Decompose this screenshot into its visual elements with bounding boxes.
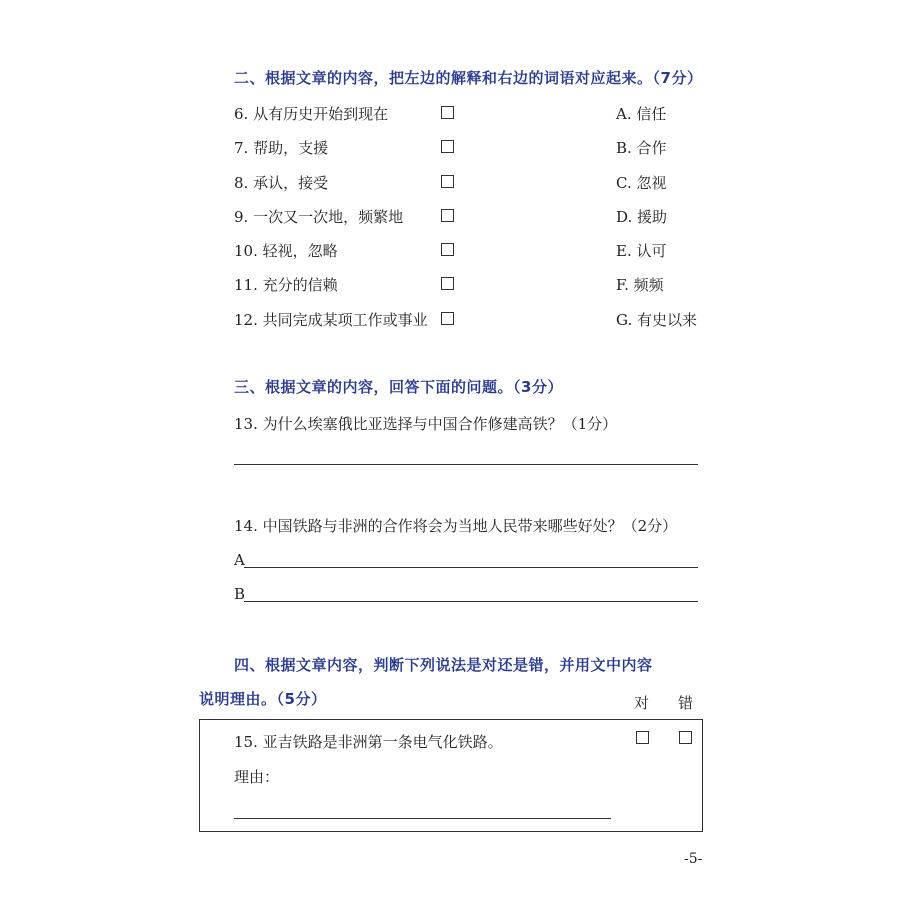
match-answer-box-7[interactable] bbox=[441, 140, 454, 153]
match-left-6: 6. 从有历史开始到现在 bbox=[234, 105, 389, 123]
column-false-label: 错 bbox=[678, 694, 694, 712]
reason-answer-line[interactable] bbox=[234, 818, 611, 819]
page-number: -5- bbox=[684, 851, 703, 867]
match-right-b: B. 合作 bbox=[616, 139, 667, 157]
section2-heading: 二、根据文章的内容，把左边的解释和右边的词语对应起来。（7分） bbox=[234, 69, 703, 87]
match-answer-box-9[interactable] bbox=[441, 209, 454, 222]
section4-heading-line1: 四、根据文章内容，判断下列说法是对还是错，并用文中内容 bbox=[234, 656, 653, 674]
match-right-c: C. 忽视 bbox=[616, 174, 667, 192]
match-left-8: 8. 承认，接受 bbox=[234, 174, 329, 192]
match-right-d: D. 援助 bbox=[616, 208, 668, 226]
question-15: 15. 亚吉铁路是非洲第一条电气化铁路。 bbox=[234, 733, 503, 751]
match-right-e: E. 认可 bbox=[616, 242, 667, 260]
match-left-10: 10. 轻视，忽略 bbox=[234, 242, 338, 260]
match-right-g: G. 有史以来 bbox=[616, 311, 697, 329]
answer-line-14b[interactable] bbox=[244, 601, 698, 602]
match-right-a: A. 信任 bbox=[616, 105, 667, 123]
true-checkbox[interactable] bbox=[636, 731, 649, 744]
match-left-11: 11. 充分的信赖 bbox=[234, 276, 338, 294]
answer-line-14a[interactable] bbox=[244, 567, 698, 568]
match-left-9: 9. 一次又一次地，频繁地 bbox=[234, 208, 404, 226]
question-14: 14. 中国铁路与非洲的合作将会为当地人民带来哪些好处？（2分） bbox=[234, 517, 678, 535]
match-answer-box-12[interactable] bbox=[441, 312, 454, 325]
answer-line-13[interactable] bbox=[234, 464, 698, 465]
section3-heading: 三、根据文章的内容，回答下面的问题。（3分） bbox=[234, 378, 563, 396]
answer-label-b: B bbox=[234, 585, 246, 603]
column-true-label: 对 bbox=[634, 694, 650, 712]
match-right-f: F. 频频 bbox=[616, 276, 664, 294]
question-13: 13. 为什么埃塞俄比亚选择与中国合作修建高铁？（1分） bbox=[234, 415, 618, 433]
match-left-7: 7. 帮助，支援 bbox=[234, 139, 329, 157]
section4-heading-line2: 说明理由。（5分） bbox=[199, 690, 327, 708]
match-left-12: 12. 共同完成某项工作或事业 bbox=[234, 311, 428, 329]
match-answer-box-10[interactable] bbox=[441, 243, 454, 256]
reason-label: 理由： bbox=[234, 768, 280, 786]
false-checkbox[interactable] bbox=[679, 731, 692, 744]
answer-label-a: A bbox=[234, 551, 245, 569]
match-answer-box-11[interactable] bbox=[441, 277, 454, 290]
match-answer-box-6[interactable] bbox=[441, 106, 454, 119]
match-answer-box-8[interactable] bbox=[441, 175, 454, 188]
